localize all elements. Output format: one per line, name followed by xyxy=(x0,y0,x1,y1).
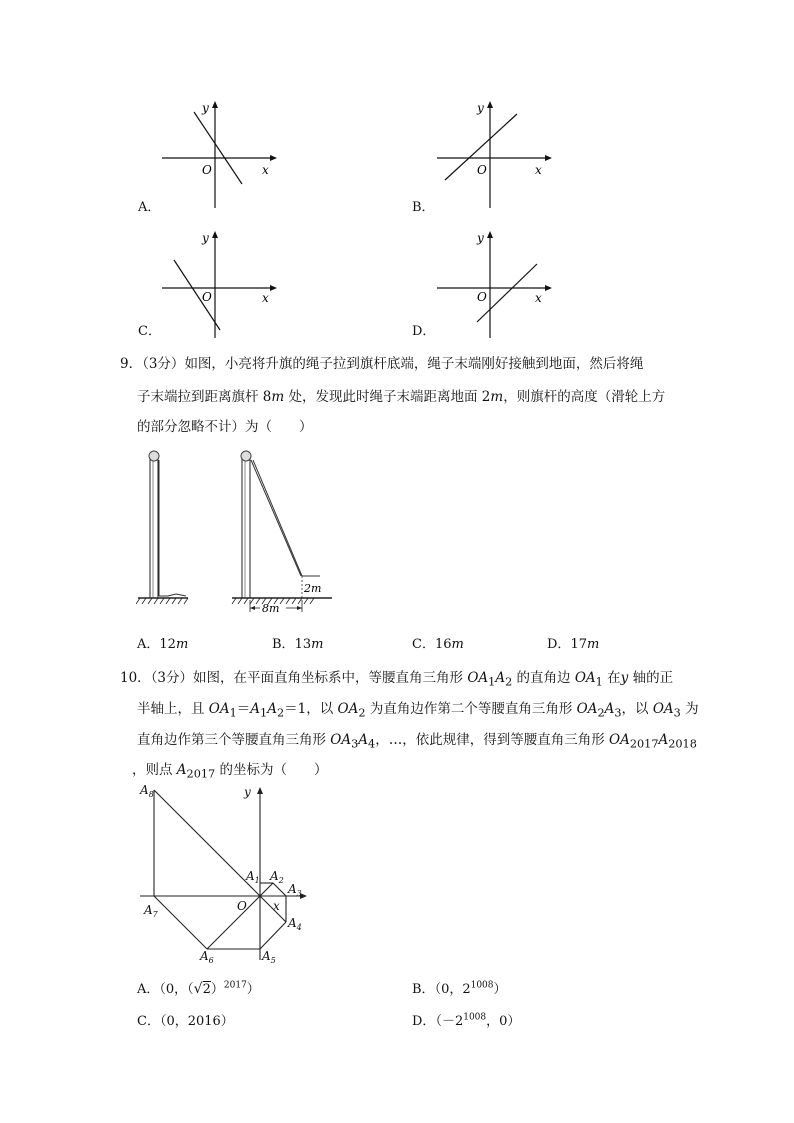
q10-text: 半轴上，且 xyxy=(137,701,209,717)
option-text: ） xyxy=(493,982,507,997)
y-axis-label: y xyxy=(202,231,209,245)
option-unit: m xyxy=(311,637,324,652)
svg-text:A1 xyxy=(245,869,260,885)
math-symbol: OA xyxy=(652,701,674,717)
q10-text: ＝ xyxy=(236,701,251,717)
math-symbol: A xyxy=(658,732,669,748)
option-text: （－2 xyxy=(435,1014,464,1029)
q10-option-b[interactable] xyxy=(412,978,507,997)
point-subscript: 5 xyxy=(270,956,276,964)
q10-text: ＝1，以 xyxy=(284,701,338,717)
option-c-label[interactable]: C． xyxy=(138,324,161,339)
point-subscript: 7 xyxy=(152,910,158,919)
point-subscript: 3 xyxy=(296,889,302,898)
math-subscript: 2 xyxy=(276,706,285,720)
origin-label: O xyxy=(477,290,487,304)
math-subscript: 2 xyxy=(505,675,513,689)
q9-text: 的部分忽略不计）为（ ） xyxy=(137,419,313,435)
svg-text:A3 xyxy=(287,882,302,898)
math-symbol: OA xyxy=(330,732,352,748)
x-axis-label: x xyxy=(273,899,280,913)
option-sqrt-value: 2 xyxy=(202,982,211,997)
x-axis-label: x xyxy=(535,163,542,177)
q9-value: 8 xyxy=(262,389,272,405)
option-label: A． xyxy=(137,637,160,652)
option-text: ） xyxy=(246,982,260,997)
option-text: ，0） xyxy=(486,1014,521,1029)
q10-text: 如图，在平面直角坐标系中，等腰直角三角形 xyxy=(193,670,468,686)
y-axis-label: y xyxy=(202,101,209,115)
graph-option-d xyxy=(425,226,555,344)
math-subscript: 1 xyxy=(488,675,496,689)
q9-text: ，则旗杆的高度（滑轮上方 xyxy=(503,389,666,405)
q10-option-d[interactable] xyxy=(412,1010,520,1029)
math-subscript: 2 xyxy=(597,706,605,720)
y-axis-label: y xyxy=(477,231,484,245)
q10-text: ，以 xyxy=(621,701,653,717)
q10-text: 在 xyxy=(602,670,621,686)
q9-value: 2 xyxy=(481,389,491,405)
question-number: 9． xyxy=(120,356,143,372)
option-label: C． xyxy=(137,1014,160,1029)
option-label: A． xyxy=(137,982,160,997)
math-subscript: 3 xyxy=(673,706,681,720)
q9-line-2 xyxy=(137,385,665,405)
option-label: B． xyxy=(272,637,295,652)
option-text: （0，2 xyxy=(434,982,471,997)
option-value: 13 xyxy=(294,637,312,652)
math-subscript: 2017 xyxy=(186,767,216,781)
q9-text: 处，发现此时绳子末端距离地面 xyxy=(284,389,482,405)
q10-option-c[interactable] xyxy=(137,1010,234,1029)
point-subscript: 4 xyxy=(296,923,302,932)
option-text: （0，2016） xyxy=(159,1014,234,1029)
option-exponent: 1008 xyxy=(463,1012,487,1023)
q9-option-d[interactable] xyxy=(547,633,599,652)
option-b-label[interactable]: B． xyxy=(412,200,435,215)
q10-text: 直角边作第三个等腰直角三角形 xyxy=(137,732,331,748)
math-subscript: 1 xyxy=(595,675,603,689)
math-subscript: 3 xyxy=(351,737,359,751)
q9-option-a[interactable] xyxy=(137,633,188,652)
origin-label: O xyxy=(202,163,212,177)
svg-text:A5 xyxy=(261,949,276,964)
question-points: （3分） xyxy=(142,356,185,372)
q9-unit: m xyxy=(490,389,504,405)
math-subscript: 1 xyxy=(260,706,268,720)
q9-unit: m xyxy=(271,389,285,405)
graph-line xyxy=(174,260,220,330)
option-label: B． xyxy=(412,982,435,997)
option-label: C． xyxy=(412,637,435,652)
q9-line-1 xyxy=(120,352,643,372)
dimension-8m-label: 8m xyxy=(262,602,280,615)
math-symbol: OA xyxy=(467,670,489,686)
option-label: D． xyxy=(412,1014,436,1029)
svg-text:A6 xyxy=(199,949,214,964)
math-symbol: A xyxy=(267,701,277,717)
q9-text: 如图，小亮将升旗的绳子拉到旗杆底端，绳子末端刚好接触到地面，然后将绳 xyxy=(184,356,644,372)
math-symbol: A xyxy=(495,670,506,686)
math-subscript: 2 xyxy=(358,706,366,720)
dimension-2m-label: 2m xyxy=(304,582,322,595)
point-subscript: 2 xyxy=(278,876,284,885)
point-subscript: 8 xyxy=(148,790,154,799)
option-exponent: 2017 xyxy=(223,980,247,991)
point-subscript: 1 xyxy=(254,876,260,885)
x-axis-label: x xyxy=(262,291,269,305)
q10-text: ，…，依此规律，得到等腰直角三角形 xyxy=(375,732,610,748)
x-axis-label: x xyxy=(535,291,542,305)
q10-text: 轴的正 xyxy=(628,670,674,686)
option-unit: m xyxy=(586,637,600,652)
svg-text:A7 xyxy=(143,903,159,919)
option-exponent: 1008 xyxy=(470,980,494,991)
math-subscript: 3 xyxy=(614,706,622,720)
option-a-label[interactable]: A． xyxy=(138,200,161,215)
spiral-triangles-figure xyxy=(130,782,320,964)
math-subscript: 4 xyxy=(368,737,376,751)
math-subscript: 1 xyxy=(229,706,237,720)
origin-label: O xyxy=(202,290,212,304)
math-symbol: y xyxy=(620,670,629,686)
y-axis-label: y xyxy=(244,785,251,799)
svg-text:A2 xyxy=(269,869,284,885)
point-a4-label: A xyxy=(288,916,297,930)
option-text: ） xyxy=(210,982,224,997)
origin-label: O xyxy=(237,899,247,913)
point-a1-label: A xyxy=(246,869,255,883)
point-a3-label: A xyxy=(288,882,297,896)
math-subscript: 2017 xyxy=(629,737,659,751)
sqrt-icon: √ xyxy=(193,981,203,997)
point-a7-label: A xyxy=(144,903,153,917)
q10-text: 为 xyxy=(680,701,699,717)
option-text: （0，（ xyxy=(159,982,194,997)
point-a5-label: A xyxy=(262,949,271,963)
svg-text:A8 xyxy=(139,783,154,799)
q9-line-3 xyxy=(137,415,313,435)
q10-text: 为直角边作第二个等腰直角三角形 xyxy=(365,701,577,717)
q10-line-3 xyxy=(137,728,697,751)
point-a2-label: A xyxy=(270,869,279,883)
question-points: （3分） xyxy=(150,670,194,686)
q10-option-a[interactable] xyxy=(137,978,260,997)
flagpole-figure xyxy=(136,446,336,622)
q10-text: ，则点 xyxy=(132,762,177,778)
question-number: 10． xyxy=(120,670,151,686)
q10-line-4 xyxy=(132,758,327,781)
point-a6-label: A xyxy=(200,949,209,963)
q9-option-b[interactable] xyxy=(272,633,323,652)
option-d-label[interactable]: D． xyxy=(412,324,436,339)
origin-label: O xyxy=(477,163,487,177)
q10-text: 的坐标为（ ） xyxy=(215,762,328,778)
option-value: 16 xyxy=(434,637,452,652)
option-unit: m xyxy=(451,637,464,652)
math-subscript: 2018 xyxy=(668,737,697,751)
graph-option-a xyxy=(150,96,280,214)
math-symbol: A xyxy=(604,701,615,717)
math-symbol: OA xyxy=(337,701,359,717)
x-axis-label: x xyxy=(262,163,269,177)
option-label: D． xyxy=(547,637,571,652)
graph-option-c xyxy=(150,226,280,344)
math-symbol: OA xyxy=(208,701,230,717)
q10-text: 的直角边 xyxy=(512,670,575,686)
q10-line-1 xyxy=(120,666,673,689)
math-symbol: OA xyxy=(609,732,630,748)
q9-text: 子末端拉到距离旗杆 xyxy=(137,389,263,405)
y-axis-label: y xyxy=(477,101,484,115)
math-symbol: A xyxy=(250,701,261,717)
graph-option-b xyxy=(425,96,555,214)
q10-line-2 xyxy=(137,697,699,720)
point-a8-label: A xyxy=(140,783,149,797)
q9-option-c[interactable] xyxy=(412,633,464,652)
math-symbol: A xyxy=(176,762,187,778)
option-value: 12 xyxy=(159,637,176,652)
math-symbol: OA xyxy=(576,701,598,717)
option-value: 17 xyxy=(570,637,587,652)
math-symbol: A xyxy=(358,732,369,748)
math-symbol: OA xyxy=(574,670,596,686)
option-unit: m xyxy=(175,637,189,652)
point-subscript: 6 xyxy=(208,956,214,964)
svg-text:A4 xyxy=(287,916,302,932)
